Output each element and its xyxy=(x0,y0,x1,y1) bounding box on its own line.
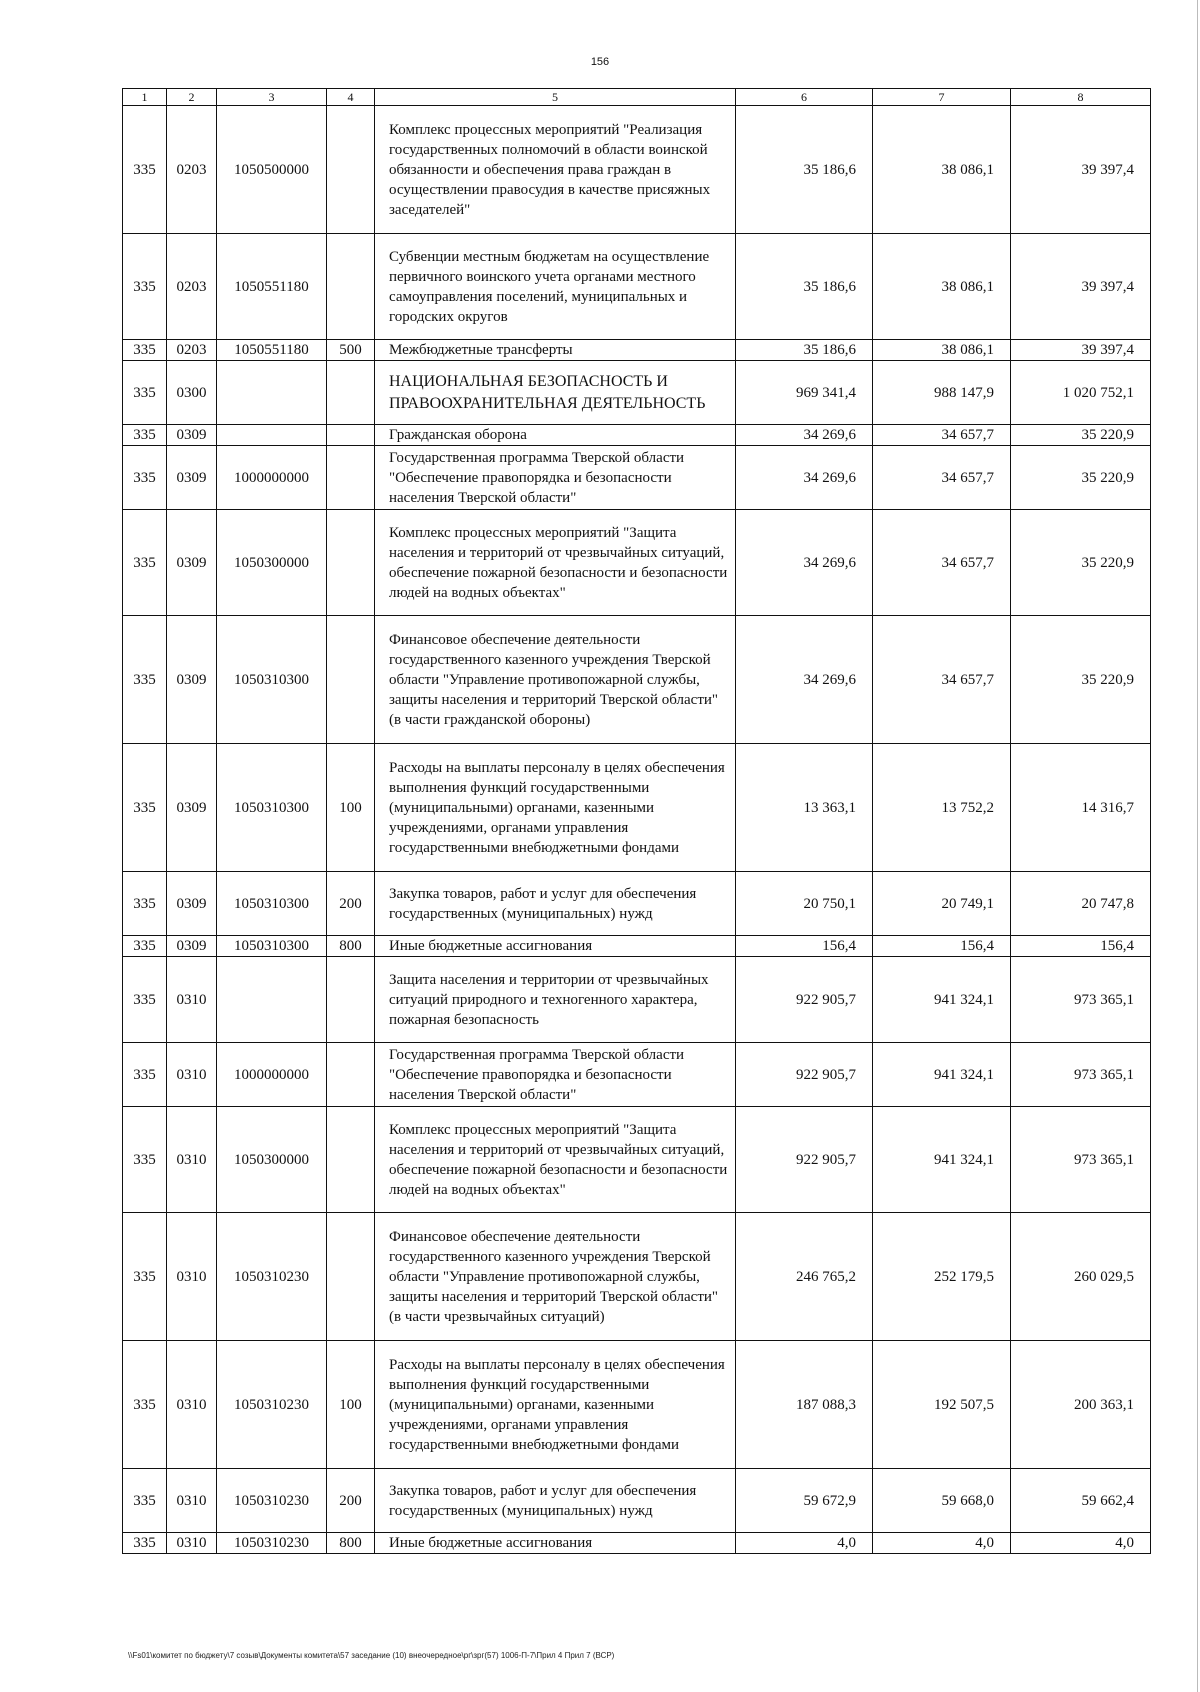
cell-amount-2: 34 657,7 xyxy=(873,616,1011,744)
cell-amount-1: 246 765,2 xyxy=(736,1213,873,1341)
cell-expense-type xyxy=(327,1213,375,1341)
cell-amount-3: 14 316,7 xyxy=(1011,744,1151,872)
cell-amount-2: 34 657,7 xyxy=(873,510,1011,616)
column-header: 5 xyxy=(375,89,736,106)
cell-description: Закупка товаров, работ и услуг для обеспечения государственных (муниципальных) нужд xyxy=(375,872,736,936)
cell-ministry-code: 335 xyxy=(123,957,167,1043)
table-row xyxy=(123,510,1151,616)
cell-description: Государственная программа Тверской области "Обеспечение правопорядка и безопасности населения Тверской области" xyxy=(375,1043,736,1107)
cell-target-code: 1050300000 xyxy=(217,1107,327,1213)
footer-file-path: \\Fs01\комитет по бюджету\7 созыв\Документы комитета\57 заседание (10) внеочередное\рг\зрг(57) 1006-П-7\Прил 4 Прил 7 (ВСР) xyxy=(128,1651,615,1660)
cell-target-code: 1050300000 xyxy=(217,510,327,616)
cell-expense-type xyxy=(327,957,375,1043)
cell-target-code: 1050310230 xyxy=(217,1341,327,1469)
cell-amount-2: 59 668,0 xyxy=(873,1469,1011,1533)
cell-description: Субвенции местным бюджетам на осуществление первичного воинского учета органами местного самоуправления поселений, муниципальных и городских округов xyxy=(375,234,736,340)
cell-section-code: 0309 xyxy=(167,425,217,446)
cell-amount-1: 4,0 xyxy=(736,1533,873,1554)
cell-description: Расходы на выплаты персоналу в целях обеспечения выполнения функций государственными (муниципальными) органами, казенными учреждениями, органами управления государственными внебюджетными фондами xyxy=(375,744,736,872)
cell-amount-1: 13 363,1 xyxy=(736,744,873,872)
table-row xyxy=(123,425,1151,446)
cell-amount-1: 59 672,9 xyxy=(736,1469,873,1533)
cell-ministry-code: 335 xyxy=(123,510,167,616)
cell-description: НАЦИОНАЛЬНАЯ БЕЗОПАСНОСТЬ И ПРАВООХРАНИТЕЛЬНАЯ ДЕЯТЕЛЬНОСТЬ xyxy=(375,361,736,425)
cell-amount-1: 34 269,6 xyxy=(736,425,873,446)
cell-target-code: 1050500000 xyxy=(217,106,327,234)
column-header: 4 xyxy=(327,89,375,106)
table-row xyxy=(123,616,1151,744)
cell-description: Защита населения и территории от чрезвычайных ситуаций природного и техногенного характера, пожарная безопасность xyxy=(375,957,736,1043)
cell-amount-2: 941 324,1 xyxy=(873,1107,1011,1213)
cell-amount-2: 156,4 xyxy=(873,936,1011,957)
table-row xyxy=(123,446,1151,510)
cell-description: Финансовое обеспечение деятельности государственного казенного учреждения Тверской области "Управление противопожарной службы, защиты населения и территорий Тверской области" (в части гражданской обороны) xyxy=(375,616,736,744)
column-header: 8 xyxy=(1011,89,1151,106)
cell-expense-type: 500 xyxy=(327,340,375,361)
cell-target-code: 1050310300 xyxy=(217,744,327,872)
table-row xyxy=(123,1213,1151,1341)
cell-amount-2: 34 657,7 xyxy=(873,425,1011,446)
cell-ministry-code: 335 xyxy=(123,234,167,340)
cell-amount-3: 35 220,9 xyxy=(1011,425,1151,446)
budget-table xyxy=(122,88,1151,1554)
cell-amount-3: 35 220,9 xyxy=(1011,616,1151,744)
cell-target-code: 1050551180 xyxy=(217,340,327,361)
cell-amount-3: 20 747,8 xyxy=(1011,872,1151,936)
column-header: 6 xyxy=(736,89,873,106)
cell-expense-type: 800 xyxy=(327,936,375,957)
table-row xyxy=(123,1533,1151,1554)
cell-amount-3: 39 397,4 xyxy=(1011,106,1151,234)
cell-expense-type xyxy=(327,425,375,446)
cell-description: Финансовое обеспечение деятельности государственного казенного учреждения Тверской области "Управление противопожарной службы, защиты населения и территорий Тверской области" (в части чрезвычайных ситуаций) xyxy=(375,1213,736,1341)
table-row-section xyxy=(123,361,1151,425)
cell-section-code: 0203 xyxy=(167,340,217,361)
cell-ministry-code: 335 xyxy=(123,361,167,425)
cell-amount-3: 35 220,9 xyxy=(1011,446,1151,510)
cell-amount-1: 34 269,6 xyxy=(736,446,873,510)
cell-amount-1: 922 905,7 xyxy=(736,957,873,1043)
cell-target-code: 1050310230 xyxy=(217,1213,327,1341)
column-header: 2 xyxy=(167,89,217,106)
cell-expense-type xyxy=(327,1043,375,1107)
cell-description: Иные бюджетные ассигнования xyxy=(375,1533,736,1554)
table-row xyxy=(123,1043,1151,1107)
table-row xyxy=(123,872,1151,936)
cell-target-code: 1050310300 xyxy=(217,936,327,957)
cell-expense-type: 200 xyxy=(327,872,375,936)
cell-section-code: 0300 xyxy=(167,361,217,425)
cell-target-code: 1050310230 xyxy=(217,1533,327,1554)
cell-ministry-code: 335 xyxy=(123,1107,167,1213)
table-row xyxy=(123,106,1151,234)
cell-ministry-code: 335 xyxy=(123,1469,167,1533)
cell-expense-type xyxy=(327,510,375,616)
cell-amount-2: 34 657,7 xyxy=(873,446,1011,510)
cell-expense-type xyxy=(327,1107,375,1213)
cell-amount-3: 200 363,1 xyxy=(1011,1341,1151,1469)
cell-section-code: 0310 xyxy=(167,1107,217,1213)
cell-section-code: 0310 xyxy=(167,957,217,1043)
cell-target-code: 1050310300 xyxy=(217,872,327,936)
cell-ministry-code: 335 xyxy=(123,616,167,744)
table-row xyxy=(123,1469,1151,1533)
cell-amount-1: 20 750,1 xyxy=(736,872,873,936)
cell-amount-1: 922 905,7 xyxy=(736,1107,873,1213)
cell-target-code: 1050310300 xyxy=(217,616,327,744)
table-row xyxy=(123,744,1151,872)
cell-ministry-code: 335 xyxy=(123,1533,167,1554)
cell-amount-1: 35 186,6 xyxy=(736,340,873,361)
cell-target-code: 1050551180 xyxy=(217,234,327,340)
column-header: 7 xyxy=(873,89,1011,106)
cell-expense-type xyxy=(327,361,375,425)
cell-amount-2: 252 179,5 xyxy=(873,1213,1011,1341)
column-header: 3 xyxy=(217,89,327,106)
cell-amount-3: 1 020 752,1 xyxy=(1011,361,1151,425)
column-header: 1 xyxy=(123,89,167,106)
cell-amount-2: 988 147,9 xyxy=(873,361,1011,425)
cell-amount-2: 4,0 xyxy=(873,1533,1011,1554)
cell-section-code: 0309 xyxy=(167,936,217,957)
cell-ministry-code: 335 xyxy=(123,1213,167,1341)
cell-expense-type: 100 xyxy=(327,744,375,872)
cell-description: Закупка товаров, работ и услуг для обеспечения государственных (муниципальных) нужд xyxy=(375,1469,736,1533)
cell-expense-type: 100 xyxy=(327,1341,375,1469)
cell-target-code xyxy=(217,425,327,446)
cell-amount-2: 20 749,1 xyxy=(873,872,1011,936)
cell-amount-1: 35 186,6 xyxy=(736,106,873,234)
cell-amount-2: 38 086,1 xyxy=(873,234,1011,340)
cell-amount-2: 13 752,2 xyxy=(873,744,1011,872)
cell-ministry-code: 335 xyxy=(123,425,167,446)
cell-amount-3: 4,0 xyxy=(1011,1533,1151,1554)
cell-section-code: 0309 xyxy=(167,446,217,510)
cell-amount-2: 941 324,1 xyxy=(873,1043,1011,1107)
cell-description: Расходы на выплаты персоналу в целях обеспечения выполнения функций государственными (муниципальными) органами, казенными учреждениями, органами управления государственными внебюджетными фондами xyxy=(375,1341,736,1469)
cell-section-code: 0203 xyxy=(167,106,217,234)
cell-ministry-code: 335 xyxy=(123,936,167,957)
cell-amount-1: 35 186,6 xyxy=(736,234,873,340)
cell-section-code: 0309 xyxy=(167,744,217,872)
cell-amount-3: 260 029,5 xyxy=(1011,1213,1151,1341)
cell-amount-3: 39 397,4 xyxy=(1011,234,1151,340)
table-row xyxy=(123,1107,1151,1213)
cell-amount-3: 156,4 xyxy=(1011,936,1151,957)
cell-amount-1: 156,4 xyxy=(736,936,873,957)
cell-amount-2: 941 324,1 xyxy=(873,957,1011,1043)
cell-amount-3: 973 365,1 xyxy=(1011,1043,1151,1107)
cell-amount-3: 59 662,4 xyxy=(1011,1469,1151,1533)
cell-section-code: 0310 xyxy=(167,1469,217,1533)
cell-ministry-code: 335 xyxy=(123,744,167,872)
cell-ministry-code: 335 xyxy=(123,340,167,361)
cell-amount-1: 34 269,6 xyxy=(736,510,873,616)
cell-section-code: 0310 xyxy=(167,1043,217,1107)
cell-ministry-code: 335 xyxy=(123,446,167,510)
cell-expense-type: 800 xyxy=(327,1533,375,1554)
cell-ministry-code: 335 xyxy=(123,1043,167,1107)
cell-amount-3: 39 397,4 xyxy=(1011,340,1151,361)
cell-target-code: 1050310230 xyxy=(217,1469,327,1533)
cell-amount-3: 973 365,1 xyxy=(1011,1107,1151,1213)
table-row xyxy=(123,234,1151,340)
cell-amount-1: 969 341,4 xyxy=(736,361,873,425)
cell-target-code xyxy=(217,957,327,1043)
cell-expense-type xyxy=(327,106,375,234)
table-row xyxy=(123,957,1151,1043)
page-number: 156 xyxy=(590,56,610,68)
cell-description: Государственная программа Тверской области "Обеспечение правопорядка и безопасности населения Тверской области" xyxy=(375,446,736,510)
cell-amount-1: 34 269,6 xyxy=(736,616,873,744)
cell-target-code: 1000000000 xyxy=(217,1043,327,1107)
cell-expense-type: 200 xyxy=(327,1469,375,1533)
cell-amount-3: 35 220,9 xyxy=(1011,510,1151,616)
cell-expense-type xyxy=(327,446,375,510)
cell-section-code: 0309 xyxy=(167,616,217,744)
cell-description: Комплекс процессных мероприятий "Защита населения и территорий от чрезвычайных ситуаций, обеспечение пожарной безопасности и безопасности людей на водных объектах" xyxy=(375,1107,736,1213)
cell-amount-2: 38 086,1 xyxy=(873,106,1011,234)
cell-section-code: 0309 xyxy=(167,872,217,936)
cell-target-code: 1000000000 xyxy=(217,446,327,510)
cell-expense-type xyxy=(327,616,375,744)
column-header-row xyxy=(123,89,1151,106)
cell-section-code: 0309 xyxy=(167,510,217,616)
cell-amount-2: 38 086,1 xyxy=(873,340,1011,361)
cell-ministry-code: 335 xyxy=(123,1341,167,1469)
cell-description: Иные бюджетные ассигнования xyxy=(375,936,736,957)
table-row xyxy=(123,340,1151,361)
cell-target-code xyxy=(217,361,327,425)
cell-ministry-code: 335 xyxy=(123,106,167,234)
cell-description: Гражданская оборона xyxy=(375,425,736,446)
cell-amount-1: 187 088,3 xyxy=(736,1341,873,1469)
cell-amount-2: 192 507,5 xyxy=(873,1341,1011,1469)
cell-amount-3: 973 365,1 xyxy=(1011,957,1151,1043)
cell-section-code: 0310 xyxy=(167,1341,217,1469)
table-row xyxy=(123,936,1151,957)
table-row xyxy=(123,1341,1151,1469)
cell-ministry-code: 335 xyxy=(123,872,167,936)
cell-section-code: 0203 xyxy=(167,234,217,340)
cell-section-code: 0310 xyxy=(167,1533,217,1554)
cell-description: Комплекс процессных мероприятий "Реализация государственных полномочий в области воинской обязанности и обеспечения права граждан в осуществлении правосудия в качестве присяжных заседателей" xyxy=(375,106,736,234)
cell-expense-type xyxy=(327,234,375,340)
cell-description: Межбюджетные трансферты xyxy=(375,340,736,361)
cell-description: Комплекс процессных мероприятий "Защита населения и территорий от чрезвычайных ситуаций, обеспечение пожарной безопасности и безопасности людей на водных объектах" xyxy=(375,510,736,616)
cell-section-code: 0310 xyxy=(167,1213,217,1341)
cell-amount-1: 922 905,7 xyxy=(736,1043,873,1107)
